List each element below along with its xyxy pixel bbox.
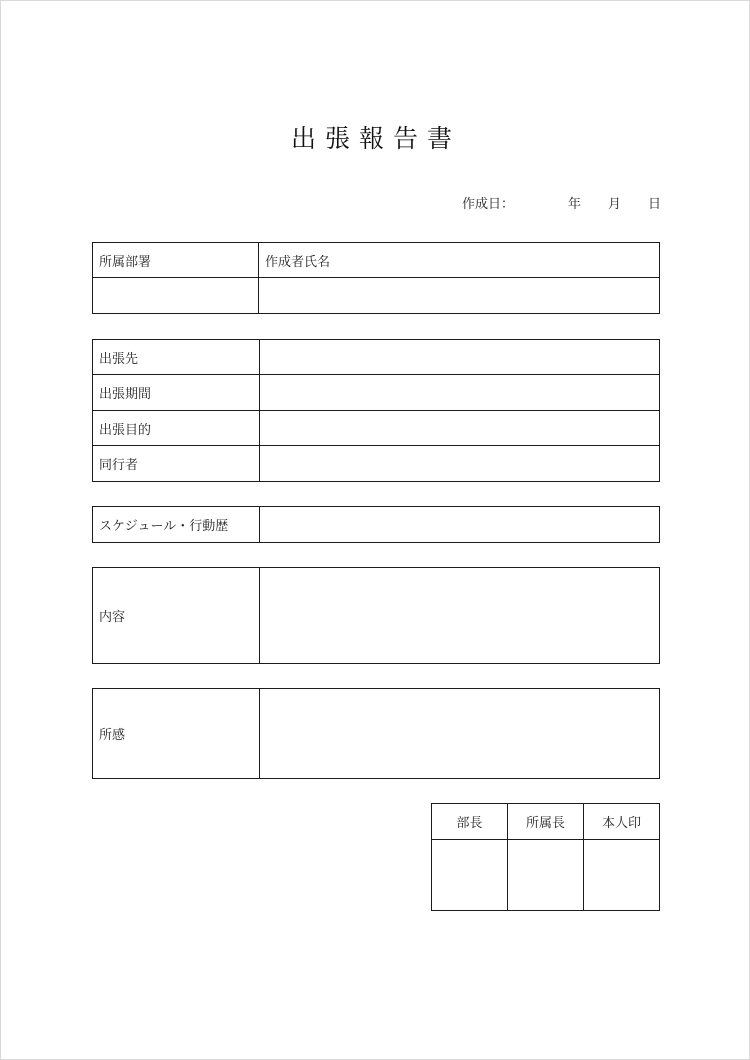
impressions-label: 所感 [93, 689, 260, 779]
companions-label: 同行者 [93, 446, 260, 482]
content-field[interactable] [260, 568, 660, 664]
author-name-field[interactable] [259, 278, 660, 314]
trip-details-table [92, 339, 660, 482]
destination-field[interactable] [260, 340, 660, 375]
content-label: 内容 [93, 568, 260, 664]
department-head-header: 部長 [432, 804, 508, 840]
table-row [93, 375, 660, 411]
trip-purpose-label: 出張目的 [93, 411, 260, 446]
day-label: 日 [648, 197, 662, 212]
schedule-table [92, 506, 660, 543]
personal-seal-header: 本人印 [584, 804, 660, 840]
department-field[interactable] [93, 278, 259, 314]
content-table [92, 567, 660, 664]
impressions-table [92, 688, 660, 779]
author-table [92, 242, 660, 314]
trip-period-field[interactable] [260, 375, 660, 411]
department-head-stamp-box[interactable] [432, 840, 508, 911]
date-label: 作成日： [462, 197, 515, 212]
companions-field[interactable] [260, 446, 660, 482]
section-manager-stamp-box[interactable] [508, 840, 584, 911]
trip-period-label: 出張期間 [93, 375, 260, 411]
approval-stamp-table [431, 803, 660, 911]
section-manager-header: 所属長 [508, 804, 584, 840]
table-row [93, 411, 660, 446]
month-label: 月 [608, 197, 622, 212]
table-row [93, 340, 660, 375]
table-row [93, 446, 660, 482]
document-title: 出張報告書 [290, 124, 461, 153]
impressions-field[interactable] [260, 689, 660, 779]
schedule-field[interactable] [260, 507, 660, 543]
destination-label: 出張先 [93, 340, 260, 375]
schedule-label: スケジュール・行動歴 [93, 507, 260, 543]
personal-seal-stamp-box[interactable] [584, 840, 660, 911]
year-label: 年 [568, 197, 582, 212]
author-name-label: 作成者氏名 [259, 243, 660, 278]
department-label: 所属部署 [93, 243, 259, 278]
trip-purpose-field[interactable] [260, 411, 660, 446]
